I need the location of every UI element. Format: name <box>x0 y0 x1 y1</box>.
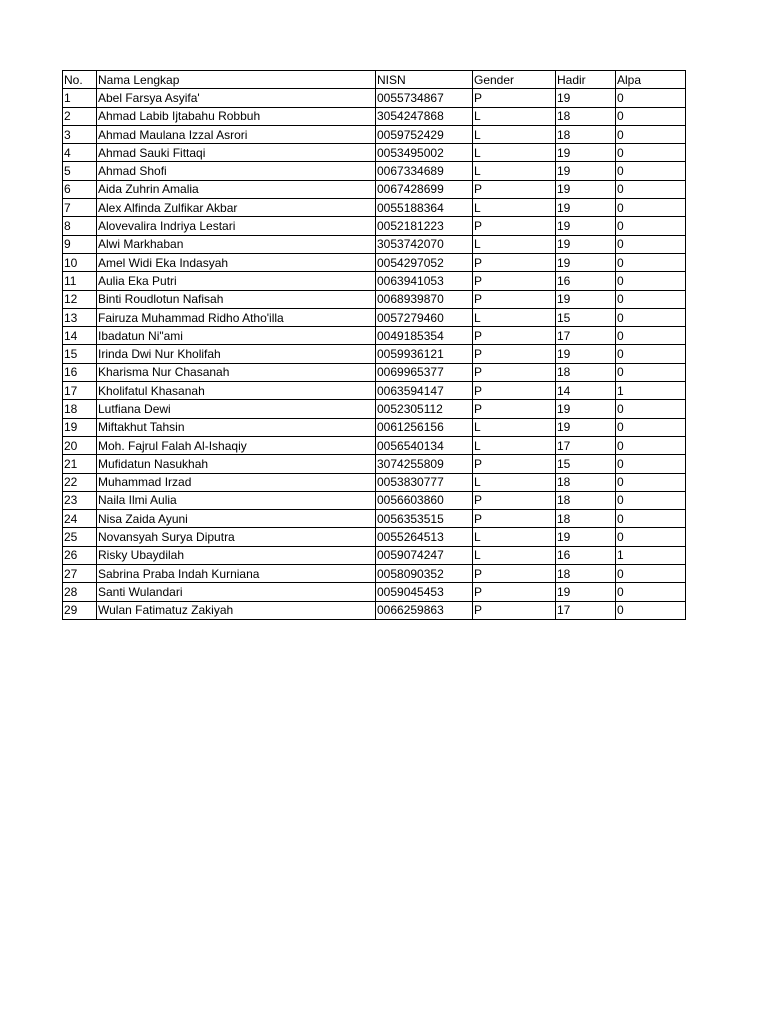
cell-gender: L <box>473 528 556 546</box>
cell-no: 1 <box>63 89 97 107</box>
cell-no: 22 <box>63 473 97 491</box>
table-row <box>63 253 686 271</box>
cell-hadir: 19 <box>556 418 616 436</box>
cell-nisn: 0068939870 <box>376 290 473 308</box>
cell-alpa: 0 <box>616 418 686 436</box>
cell-alpa: 0 <box>616 491 686 509</box>
cell-name: Sabrina Praba Indah Kurniana <box>97 565 376 583</box>
cell-no: 15 <box>63 345 97 363</box>
table-row <box>63 491 686 509</box>
cell-nisn: 0063594147 <box>376 382 473 400</box>
cell-no: 9 <box>63 235 97 253</box>
cell-no: 5 <box>63 162 97 180</box>
table-row <box>63 363 686 381</box>
table-row <box>63 345 686 363</box>
table-row <box>63 510 686 528</box>
table-row <box>63 107 686 125</box>
cell-nisn: 0055264513 <box>376 528 473 546</box>
table-row <box>63 144 686 162</box>
cell-gender: P <box>473 601 556 619</box>
cell-hadir: 18 <box>556 125 616 143</box>
table-row <box>63 272 686 290</box>
cell-name: Aida Zuhrin Amalia <box>97 180 376 198</box>
cell-hadir: 19 <box>556 89 616 107</box>
cell-hadir: 19 <box>556 400 616 418</box>
cell-hadir: 19 <box>556 199 616 217</box>
cell-no: 12 <box>63 290 97 308</box>
cell-no: 13 <box>63 308 97 326</box>
cell-alpa: 0 <box>616 455 686 473</box>
cell-nisn: 0053830777 <box>376 473 473 491</box>
cell-nisn: 0049185354 <box>376 327 473 345</box>
cell-name: Amel Widi Eka Indasyah <box>97 253 376 271</box>
cell-name: Novansyah Surya Diputra <box>97 528 376 546</box>
cell-name: Naila Ilmi Aulia <box>97 491 376 509</box>
cell-hadir: 17 <box>556 601 616 619</box>
header-hadir: Hadir <box>556 71 616 89</box>
table-row <box>63 308 686 326</box>
cell-name: Binti Roudlotun Nafisah <box>97 290 376 308</box>
cell-no: 7 <box>63 199 97 217</box>
cell-no: 2 <box>63 107 97 125</box>
table-body <box>63 89 686 620</box>
cell-nisn: 0059752429 <box>376 125 473 143</box>
cell-gender: P <box>473 345 556 363</box>
cell-alpa: 0 <box>616 510 686 528</box>
cell-hadir: 17 <box>556 327 616 345</box>
cell-nisn: 0056540134 <box>376 436 473 454</box>
cell-name: Alex Alfinda Zulfikar Akbar <box>97 199 376 217</box>
table-row <box>63 290 686 308</box>
cell-gender: L <box>473 473 556 491</box>
table-row <box>63 235 686 253</box>
cell-hadir: 19 <box>556 290 616 308</box>
cell-gender: P <box>473 400 556 418</box>
cell-hadir: 19 <box>556 217 616 235</box>
cell-alpa: 0 <box>616 89 686 107</box>
cell-gender: P <box>473 382 556 400</box>
table-row <box>63 601 686 619</box>
cell-no: 25 <box>63 528 97 546</box>
cell-no: 11 <box>63 272 97 290</box>
table-row <box>63 528 686 546</box>
cell-name: Mufidatun Nasukhah <box>97 455 376 473</box>
header-row <box>63 71 686 89</box>
cell-alpa: 0 <box>616 308 686 326</box>
cell-name: Kholifatul Khasanah <box>97 382 376 400</box>
cell-name: Ibadatun Ni"ami <box>97 327 376 345</box>
cell-alpa: 0 <box>616 400 686 418</box>
cell-no: 17 <box>63 382 97 400</box>
cell-nisn: 0056603860 <box>376 491 473 509</box>
cell-no: 16 <box>63 363 97 381</box>
cell-nisn: 0056353515 <box>376 510 473 528</box>
cell-hadir: 19 <box>556 162 616 180</box>
cell-name: Alovevalira Indriya Lestari <box>97 217 376 235</box>
cell-name: Ahmad Maulana Izzal Asrori <box>97 125 376 143</box>
cell-no: 29 <box>63 601 97 619</box>
cell-nisn: 0057279460 <box>376 308 473 326</box>
cell-hadir: 19 <box>556 583 616 601</box>
cell-nisn: 0059074247 <box>376 546 473 564</box>
cell-nisn: 0052305112 <box>376 400 473 418</box>
cell-alpa: 0 <box>616 199 686 217</box>
cell-no: 18 <box>63 400 97 418</box>
cell-nisn: 3074255809 <box>376 455 473 473</box>
cell-nisn: 0055188364 <box>376 199 473 217</box>
cell-alpa: 0 <box>616 125 686 143</box>
cell-nisn: 0053495002 <box>376 144 473 162</box>
cell-hadir: 15 <box>556 308 616 326</box>
cell-alpa: 0 <box>616 565 686 583</box>
table-row <box>63 565 686 583</box>
cell-gender: P <box>473 290 556 308</box>
cell-alpa: 0 <box>616 583 686 601</box>
cell-name: Muhammad Irzad <box>97 473 376 491</box>
cell-no: 6 <box>63 180 97 198</box>
table-row <box>63 418 686 436</box>
cell-name: Nisa Zaida Ayuni <box>97 510 376 528</box>
cell-hadir: 16 <box>556 272 616 290</box>
table-row <box>63 473 686 491</box>
cell-alpa: 0 <box>616 473 686 491</box>
cell-name: Lutfiana Dewi <box>97 400 376 418</box>
cell-hadir: 19 <box>556 144 616 162</box>
cell-gender: L <box>473 418 556 436</box>
cell-gender: L <box>473 199 556 217</box>
cell-hadir: 19 <box>556 528 616 546</box>
table-row <box>63 125 686 143</box>
table-row <box>63 400 686 418</box>
cell-no: 8 <box>63 217 97 235</box>
cell-name: Moh. Fajrul Falah Al-Ishaqiy <box>97 436 376 454</box>
cell-nisn: 0055734867 <box>376 89 473 107</box>
cell-hadir: 17 <box>556 436 616 454</box>
cell-nisn: 0069965377 <box>376 363 473 381</box>
cell-hadir: 16 <box>556 546 616 564</box>
attendance-sheet <box>62 70 686 620</box>
attendance-table <box>62 70 686 620</box>
cell-gender: P <box>473 253 556 271</box>
cell-gender: P <box>473 180 556 198</box>
cell-hadir: 19 <box>556 253 616 271</box>
cell-name: Wulan Fatimatuz Zakiyah <box>97 601 376 619</box>
header-alpa: Alpa <box>616 71 686 89</box>
cell-name: Ahmad Labib Ijtabahu Robbuh <box>97 107 376 125</box>
cell-name: Ahmad Shofi <box>97 162 376 180</box>
cell-alpa: 0 <box>616 144 686 162</box>
cell-gender: P <box>473 565 556 583</box>
header-nisn: NISN <box>376 71 473 89</box>
cell-name: Aulia Eka Putri <box>97 272 376 290</box>
table-row <box>63 162 686 180</box>
cell-alpa: 0 <box>616 327 686 345</box>
cell-alpa: 0 <box>616 345 686 363</box>
header-no: No. <box>63 71 97 89</box>
cell-alpa: 0 <box>616 180 686 198</box>
cell-gender: L <box>473 107 556 125</box>
cell-name: Miftakhut Tahsin <box>97 418 376 436</box>
cell-alpa: 0 <box>616 363 686 381</box>
cell-gender: P <box>473 363 556 381</box>
cell-alpa: 0 <box>616 235 686 253</box>
cell-no: 26 <box>63 546 97 564</box>
cell-name: Abel Farsya Asyifa' <box>97 89 376 107</box>
cell-gender: P <box>473 510 556 528</box>
cell-hadir: 18 <box>556 107 616 125</box>
cell-hadir: 18 <box>556 473 616 491</box>
cell-name: Santi Wulandari <box>97 583 376 601</box>
cell-gender: L <box>473 162 556 180</box>
table-row <box>63 327 686 345</box>
cell-no: 23 <box>63 491 97 509</box>
cell-hadir: 18 <box>556 510 616 528</box>
cell-no: 28 <box>63 583 97 601</box>
cell-gender: L <box>473 235 556 253</box>
cell-gender: L <box>473 125 556 143</box>
cell-gender: P <box>473 491 556 509</box>
cell-nisn: 0067428699 <box>376 180 473 198</box>
cell-name: Fairuza Muhammad Ridho Atho'illa <box>97 308 376 326</box>
cell-alpa: 0 <box>616 253 686 271</box>
cell-nisn: 0063941053 <box>376 272 473 290</box>
cell-alpa: 1 <box>616 382 686 400</box>
header-gender: Gender <box>473 71 556 89</box>
cell-alpa: 0 <box>616 272 686 290</box>
cell-no: 21 <box>63 455 97 473</box>
cell-alpa: 0 <box>616 528 686 546</box>
cell-alpa: 0 <box>616 217 686 235</box>
cell-name: Kharisma Nur Chasanah <box>97 363 376 381</box>
cell-alpa: 0 <box>616 107 686 125</box>
cell-hadir: 19 <box>556 180 616 198</box>
cell-no: 27 <box>63 565 97 583</box>
cell-gender: L <box>473 436 556 454</box>
cell-no: 20 <box>63 436 97 454</box>
cell-no: 24 <box>63 510 97 528</box>
cell-no: 14 <box>63 327 97 345</box>
cell-nisn: 0067334689 <box>376 162 473 180</box>
cell-nisn: 0054297052 <box>376 253 473 271</box>
cell-name: Risky Ubaydilah <box>97 546 376 564</box>
table-row <box>63 199 686 217</box>
cell-nisn: 0059045453 <box>376 583 473 601</box>
cell-no: 19 <box>63 418 97 436</box>
cell-alpa: 0 <box>616 436 686 454</box>
cell-no: 3 <box>63 125 97 143</box>
cell-nisn: 0066259863 <box>376 601 473 619</box>
cell-gender: P <box>473 217 556 235</box>
cell-nisn: 0058090352 <box>376 565 473 583</box>
cell-hadir: 15 <box>556 455 616 473</box>
cell-no: 4 <box>63 144 97 162</box>
table-row <box>63 180 686 198</box>
cell-alpa: 0 <box>616 290 686 308</box>
cell-hadir: 18 <box>556 491 616 509</box>
table-row <box>63 89 686 107</box>
cell-no: 10 <box>63 253 97 271</box>
cell-nisn: 0052181223 <box>376 217 473 235</box>
cell-hadir: 19 <box>556 235 616 253</box>
cell-gender: L <box>473 308 556 326</box>
cell-gender: P <box>473 583 556 601</box>
header-name: Nama Lengkap <box>97 71 376 89</box>
cell-nisn: 0061256156 <box>376 418 473 436</box>
cell-alpa: 0 <box>616 162 686 180</box>
cell-hadir: 19 <box>556 345 616 363</box>
table-row <box>63 455 686 473</box>
cell-alpa: 0 <box>616 601 686 619</box>
table-row <box>63 546 686 564</box>
cell-gender: P <box>473 327 556 345</box>
cell-nisn: 3054247868 <box>376 107 473 125</box>
table-row <box>63 436 686 454</box>
cell-gender: P <box>473 89 556 107</box>
cell-name: Ahmad Sauki Fittaqi <box>97 144 376 162</box>
table-row <box>63 583 686 601</box>
cell-nisn: 3053742070 <box>376 235 473 253</box>
table-row <box>63 382 686 400</box>
cell-hadir: 18 <box>556 565 616 583</box>
cell-gender: L <box>473 546 556 564</box>
cell-nisn: 0059936121 <box>376 345 473 363</box>
cell-gender: L <box>473 144 556 162</box>
cell-gender: P <box>473 455 556 473</box>
cell-alpa: 1 <box>616 546 686 564</box>
cell-hadir: 14 <box>556 382 616 400</box>
cell-name: Alwi Markhaban <box>97 235 376 253</box>
cell-name: Irinda Dwi Nur Kholifah <box>97 345 376 363</box>
cell-gender: P <box>473 272 556 290</box>
cell-hadir: 18 <box>556 363 616 381</box>
table-row <box>63 217 686 235</box>
